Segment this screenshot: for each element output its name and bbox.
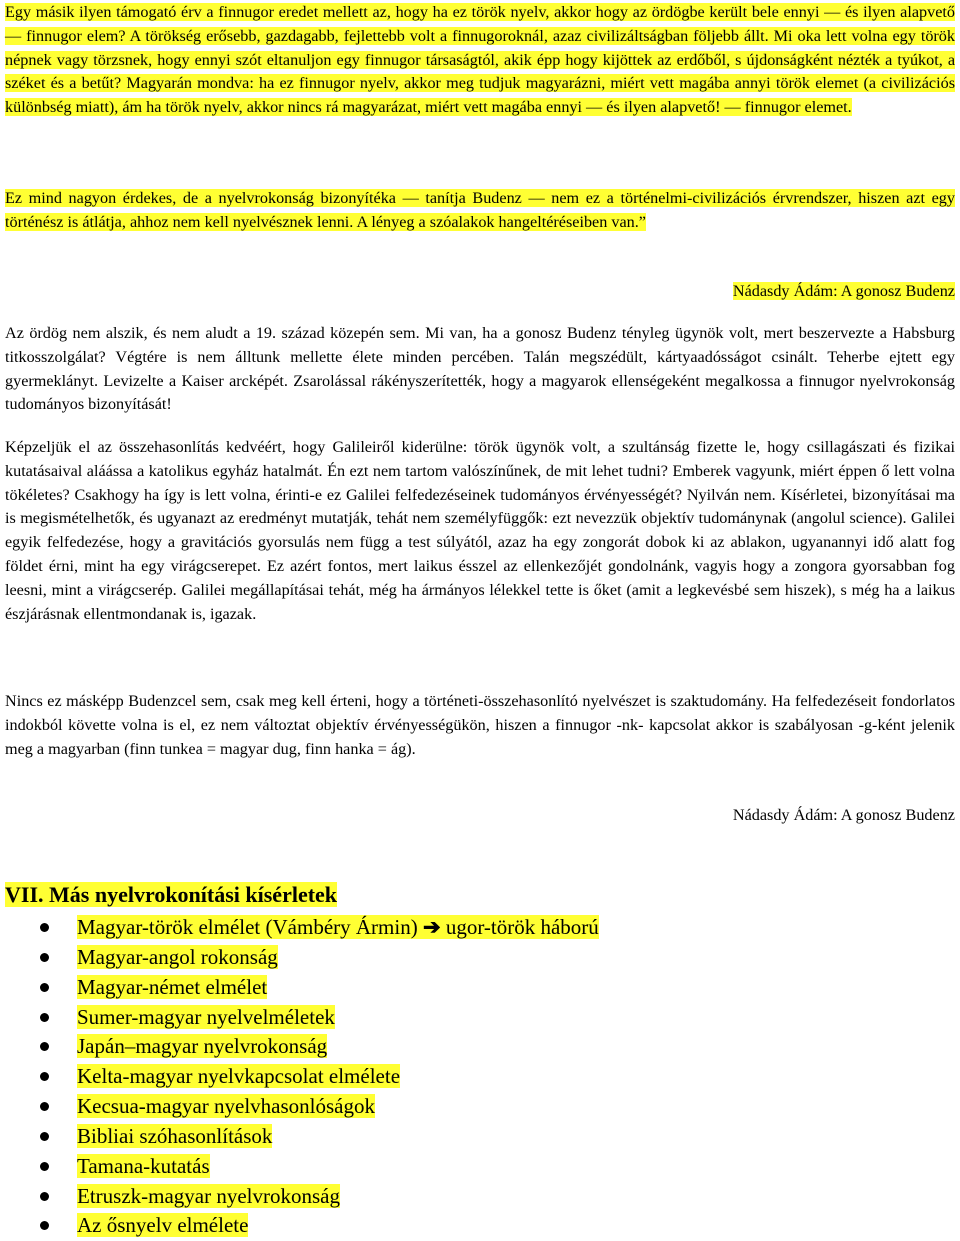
bullet-icon [40,1221,49,1230]
bullet-icon [40,923,49,932]
list-item-label: Magyar-német elmélet [77,974,268,999]
highlighted-text: Egy másik ilyen támogató érv a finnugor eredet mellett az, hogy ha ez török nyelv, akkor hogy az ördögbe került bele ennyi — és ilyen alapvető — finnugor elem? A törökség erősebb, gazdagabb, fejlettebb volt a finnugoroknál, azaz civilizáltságban följebb állt. Mi oka lett volna egy török népnek vagy törzsnek, hogy ennyi szót eltanuljon egy finnugor társaságtól, akik épp hogy kijöttek az erdőből, s újdonságként nézték a tyúkot, a széket és a betűt? Magyarán mondva: ha ez finnugor nyelv, akkor meg tudjuk magyarázni, miért vett magába annyi török elemet (a civilizációs különbség miatt), ám ha török nyelv, akkor nincs rá magyarázat, miért vett magába ennyi — és ilyen alapvető! — finnugor elemet. [5,3,955,117]
list-item-label: Bibliai szóhasonlítások [77,1123,273,1148]
arrow-right-icon: ➔ [422,915,441,939]
list-item-label: Kelta-magyar nyelvkapcsolat elmélete [77,1064,401,1089]
list-item [5,943,599,973]
list-item-label: Etruszk-magyar nyelvrokonság [77,1183,341,1208]
list-item-label: Tamana-kutatás [77,1153,210,1178]
list-item-label: Kecsua-magyar nyelvhasonlóságok [77,1094,375,1119]
list-item [5,1062,599,1092]
list-item [5,1152,599,1182]
section-heading [5,881,337,909]
bullet-icon [40,1162,49,1171]
list-item [5,1032,599,1062]
highlighted-text: Nádasdy Ádám: A gonosz Budenz [732,282,955,300]
bullet-icon [40,983,49,992]
body-paragraph-3: Az ördög nem alszik, és nem aludt a 19. század közepén sem. Mi van, ha a gonosz Budenz tényleg ügynök volt, mert beszervezte a Habsburg titkosszolgálat? Végtére is nem álltunk mellette élete minden percében. Talán megszédült, kártyaadósságot csinált. Teherbe ejtett egy gyermeklányt. Levizelte a Kaiser arcképét. Zsarolással rákényszerítették, hogy a magyarok ellenségeként megalkossa a finnugor nyelvrokonság tudományos bizonyítását! [5,324,955,414]
body-paragraph-4: Képzeljük el az összehasonlítás kedvéért, hogy Galileiről kiderülne: török ügynök volt, a szultánság fizette le, hogy csillagászati és fizikai kutatásaival aláássa a katolikus egyház hatalmát. Én ezt nem tartom valószínűnek, de mit lehet tudni? Emberek vagyunk, miért éppen ő lett volna tökéletes? Csakhogy ha így is lett volna, érinti-e ez Galilei felfedezéseinek tudományos érvényességét? Nyilván nem. Kísérletei, bizonyításai ma is megismételhetők, és ugyanazt az eredményt mutatják, tehát nem személyfüggők: ezt nevezzük objektív tudománynak (angolul science). Galilei egyik felfedezése, hogy a gravitációs gyorsulás nem függ a test súlyától, azaz ha egy zongorát dobok ki az ablakon, ugyanannyi idő alatt fog földet érni, mint ha egy virágcserepet. Ez azért fontos, mert laikus ésszel az ellenkezőjét gondolnánk, vagyis hogy a zongora gyorsabban fog leesni, mint a virágcserép. Galilei megállapításai tehát, még ha ármányos lélekkel tette is őket (amit a legkevésbé sem hiszek), s még ha a laikus észjárásnak ellentmondanak is, igazak. [5,438,955,623]
list-item [5,1182,599,1212]
list-item-label: Sumer-magyar nyelvelméletek [77,1004,335,1029]
list-item-label: Az ősnyelv elmélete [77,1213,249,1238]
list-item-label: Japán–magyar nyelvrokonság [77,1034,328,1059]
bullet-icon [40,953,49,962]
list-item [5,973,599,1003]
bullet-icon [40,1042,49,1051]
bullet-icon [40,1132,49,1141]
list-item-label: Magyar-angol rokonság [77,944,278,969]
quote-signature [733,280,955,304]
list-item [5,913,599,943]
quote-paragraph-1 [5,1,955,120]
list-item [5,1211,599,1241]
bullet-icon [40,1192,49,1201]
list-item [5,1122,599,1152]
list-item-suffix: ugor-török háború [445,915,599,939]
quote-paragraph-2 [5,187,955,235]
bullet-icon [40,1013,49,1022]
list-item [5,1003,599,1033]
highlighted-text: Ez mind nagyon érdekes, de a nyelvrokonság bizonyítéka — tanítja Budenz — nem ez a történelmi-civilizációs érvrendszer, hiszen azt egy történész is átlátja, ahhoz nem kell nyelvésznek lenni. A lényeg a szóalakok hangeltéréseiben van.” [5,189,955,231]
body-paragraph-5: Nincs ez másképp Budenzcel sem, csak meg kell érteni, hogy a történeti-összehasonlító nyelvészet is szaktudomány. Ha felfedezéseit fondorlatos indokból követte volna is el, ez nem változtat objektív érvényességükön, hiszen a finnugor -nk- kapcsolat akkor is szabályosan -g-ként jelenik meg a magyarban (finn tunkea = magyar dug, finn hanka = ág). [5,692,955,758]
list-item-label: Magyar-török elmélet (Vámbéry Ármin) [77,915,418,939]
bullet-icon [40,1102,49,1111]
attempts-list [5,913,599,1241]
body-signature: Nádasdy Ádám: A gonosz Budenz [732,806,955,824]
bullet-icon [40,1072,49,1081]
list-item [5,1092,599,1122]
section-heading-text: VII. Más nyelvrokonítási kísérletek [5,882,338,907]
